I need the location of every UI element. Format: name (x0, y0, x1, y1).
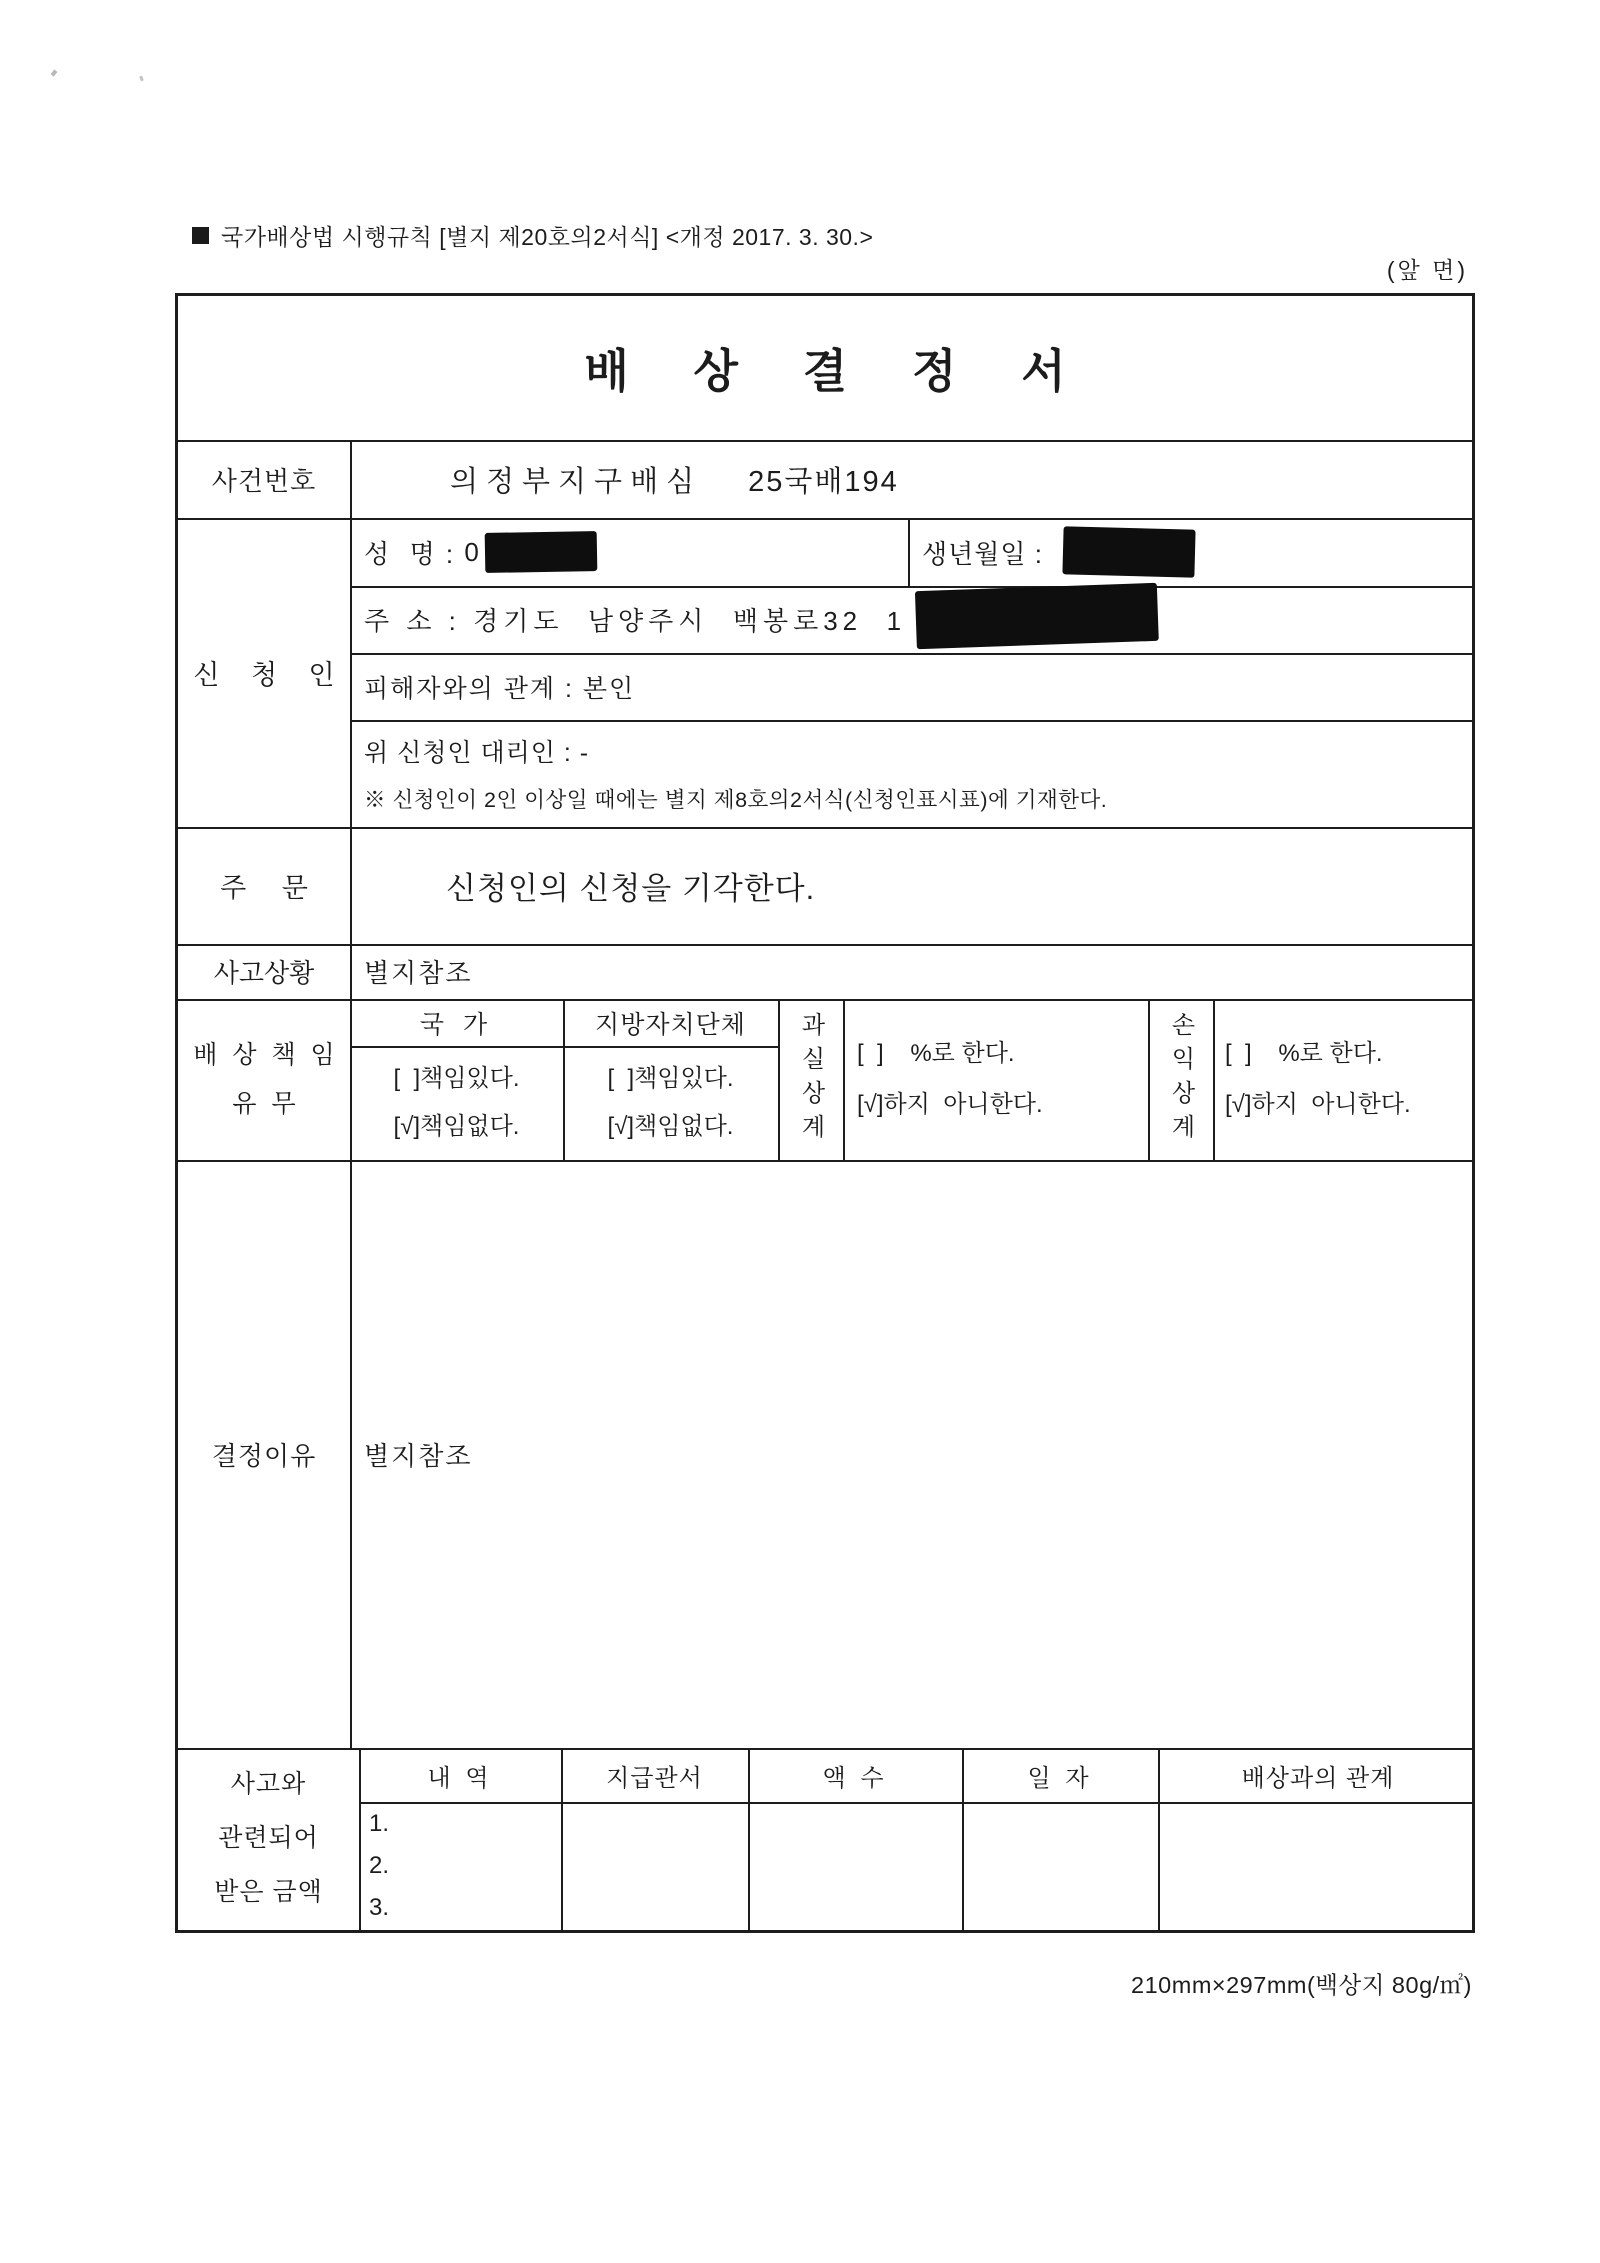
victim-relation-cell: 피해자와의 관계 : 본인 (364, 674, 636, 703)
column-header-amount: 액 수 (822, 1764, 888, 1792)
checkbox-option: [ ] %로 한다. (857, 1040, 1015, 1068)
address-value: 경기도 남양주시 백봉로32 1 (473, 606, 907, 636)
amounts-received-label: 사고와 관련되어 받은 금액 (214, 1770, 323, 1906)
checkbox-option-checked: [√]하지 아니한다. (1225, 1090, 1411, 1118)
regulation-header (192, 219, 873, 252)
redaction-box (915, 582, 1159, 648)
liability-label-line1: 배 상 책 임 (193, 1040, 339, 1069)
birthdate-cell (908, 518, 1478, 586)
compensation-decision-form (175, 293, 1475, 1933)
decision-reason-label: 결정이유 (211, 1440, 317, 1471)
page-side-label: (앞 면) (1386, 257, 1468, 283)
address-label: 주 소 : (364, 606, 474, 636)
table-row: 2. (369, 1852, 390, 1879)
order-label: 주 문 (220, 873, 322, 903)
column-header-paying-office: 지급관서 (606, 1764, 703, 1792)
local-gov-column-header: 지방자치단체 (595, 1010, 746, 1039)
regulation-text: 국가배상법 시행규칙 [별지 제20호의2서식] <개정 2017. 3. 30.> (221, 224, 874, 250)
multiple-applicants-note: ※ 신청인이 2인 이상일 때에는 별지 제8호의2서식(신청인표시표)에 기재한다. (364, 788, 1108, 812)
bullet-square-icon (192, 227, 209, 244)
birthdate-label: 생년월일 : (922, 538, 1052, 569)
table-row: 1. (369, 1810, 390, 1837)
scan-artifact (51, 69, 58, 76)
liability-label (178, 999, 350, 1160)
state-liability-options (350, 1046, 563, 1160)
column-header-relation-to-compensation: 배상과의 관계 (1241, 1764, 1395, 1792)
checkbox-option: [ ] %로 한다. (1225, 1040, 1383, 1068)
case-number-value (350, 440, 1478, 518)
paper-spec-footer: 210mm×297mm(백상지 80g/㎡) (1131, 1972, 1472, 1998)
checkbox-option-checked: [√]하지 아니한다. (857, 1090, 1043, 1118)
decision-reason-value: 별지참조 (364, 1440, 473, 1471)
fault-offset-options (843, 999, 1148, 1160)
applicant-name-cell (350, 518, 908, 586)
name-visible-prefix: 0 (464, 536, 481, 567)
address-cell (350, 586, 1478, 653)
case-number-label: 사건번호 (211, 465, 317, 496)
name-label: 성 명 : (364, 538, 465, 569)
representative-cell (350, 720, 1478, 827)
column-header-detail: 내 역 (427, 1764, 493, 1792)
column-header-date: 일 자 (1027, 1764, 1093, 1792)
received-rows (359, 1802, 561, 1930)
scan-artifact (139, 76, 144, 82)
checkbox-option: [ ]책임있다. (607, 1065, 734, 1092)
profit-offset-vertical-label: 손익상계 (1167, 1011, 1194, 1148)
incident-value: 별지참조 (364, 958, 473, 988)
document-title: 배 상 결 정 서 (584, 345, 1092, 397)
fault-offset-vertical-label: 과실상계 (797, 1011, 824, 1148)
checkbox-option-checked: [√]책임없다. (393, 1113, 520, 1140)
redaction-box (1063, 526, 1196, 577)
checkbox-option: [ ]책임있다. (393, 1065, 520, 1092)
table-row: 3. (369, 1894, 390, 1921)
order-value: 신청인의 신청을 기각한다. (446, 871, 816, 906)
local-gov-liability-options (563, 1046, 778, 1160)
liability-label-line2: 유 무 (232, 1089, 300, 1118)
redaction-box (484, 531, 597, 573)
profit-offset-options (1213, 999, 1478, 1160)
checkbox-option-checked: [√]책임없다. (607, 1113, 734, 1140)
incident-label: 사고상황 (213, 958, 315, 988)
applicant-label: 신 청 인 (193, 660, 347, 690)
case-court: 의정부지구배심 (450, 465, 703, 498)
representative-line: 위 신청인 대리인 : - (364, 739, 590, 767)
state-column-header: 국 가 (419, 1010, 494, 1039)
case-number: 25국배194 (748, 465, 899, 498)
